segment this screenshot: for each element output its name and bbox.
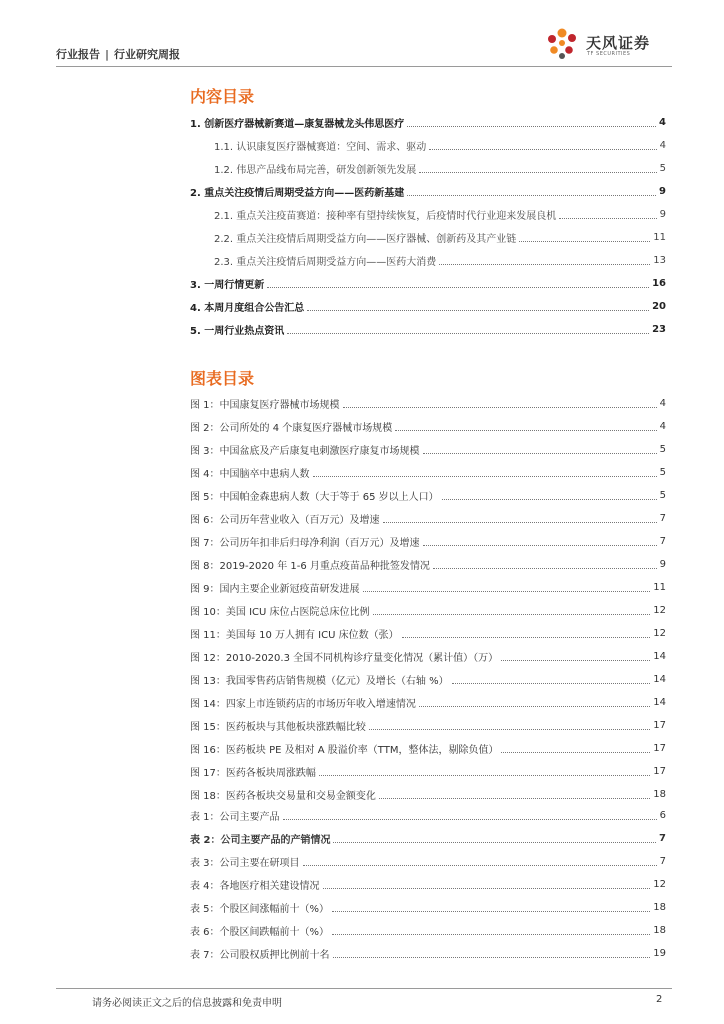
figure-entry-page: 5 <box>659 467 666 478</box>
table-entry-page: 18 <box>653 925 666 936</box>
figure-entry[interactable] <box>190 691 666 714</box>
figure-entry-label: 图 8：2019-2020 年 1-6 月重点疫苗品种批签发情况 <box>190 561 430 572</box>
table-entry[interactable] <box>190 896 666 919</box>
dot-leader <box>333 956 651 958</box>
toc-entry[interactable] <box>190 157 666 180</box>
toc-entry-page: 9 <box>659 186 666 197</box>
figure-entry-label: 图 14：四家上市连锁药店的市场历年收入增速情况 <box>190 699 416 710</box>
figure-entry-page: 14 <box>653 674 666 685</box>
toc-entry[interactable] <box>190 249 666 272</box>
toc-entry[interactable] <box>190 295 666 318</box>
toc-entry[interactable] <box>190 134 666 157</box>
figure-entry[interactable] <box>190 622 666 645</box>
figure-entry-label: 图 18：医药各板块交易量和交易金额变化 <box>190 791 376 802</box>
logo-text-cn: 天风证券 <box>586 34 651 52</box>
toc-entry[interactable] <box>190 180 666 203</box>
toc-entry-label: 2.1. 重点关注疫苗赛道：接种率有望持续恢复，后疫情时代行业迎来发展良机 <box>214 211 557 222</box>
logo-flower-icon <box>542 26 582 62</box>
figure-entry-page: 14 <box>653 697 666 708</box>
toc-entry[interactable] <box>190 226 666 249</box>
figure-entry-page: 9 <box>659 559 666 570</box>
toc-entry[interactable] <box>190 111 666 134</box>
dot-leader <box>402 636 651 638</box>
figure-entry-page: 7 <box>659 536 666 547</box>
dot-leader <box>319 774 650 776</box>
dot-leader <box>267 286 649 288</box>
table-entry-label: 表 3：公司主要在研项目 <box>190 858 300 869</box>
figures-list <box>190 392 666 806</box>
header-separator: | <box>105 48 110 61</box>
table-entry-label: 表 1：公司主要产品 <box>190 812 280 823</box>
dot-leader <box>501 659 650 661</box>
figure-entry[interactable] <box>190 576 666 599</box>
dot-leader <box>419 171 656 173</box>
toc-entry-label: 2.2. 重点关注疫情后周期受益方向——医疗器械、创新药及其产业链 <box>214 234 517 245</box>
dot-leader <box>439 263 650 265</box>
dot-leader <box>373 613 651 615</box>
footer-divider <box>56 988 672 989</box>
dot-leader <box>332 910 650 912</box>
toc-entry-label: 2.3. 重点关注疫情后周期受益方向——医药大消费 <box>214 257 437 268</box>
toc-entry-label: 1. 创新医疗器械新赛道—康复器械龙头伟思医疗 <box>190 119 405 130</box>
figure-entry-label: 图 10：美国 ICU 床位占医院总床位比例 <box>190 607 370 618</box>
figure-entry-label: 图 11：美国每 10 万人拥有 ICU 床位数（张） <box>190 630 399 641</box>
toc-list <box>190 111 666 341</box>
table-entry-page: 7 <box>659 833 666 844</box>
table-entry-page: 19 <box>653 948 666 959</box>
dot-leader <box>423 452 657 454</box>
figure-entry-label: 图 13：我国零售药店销售规模（亿元）及增长（右轴 %） <box>190 676 449 687</box>
toc-entry[interactable] <box>190 203 666 226</box>
dot-leader <box>307 309 649 311</box>
dot-leader <box>519 240 650 242</box>
footer-page-number: 2 <box>656 994 663 1005</box>
figure-entry-page: 12 <box>653 628 666 639</box>
page-header <box>56 24 672 66</box>
figure-entry-label: 图 4：中国脑卒中患病人数 <box>190 469 310 480</box>
toc-entry-label: 4. 本周月度组合公告汇总 <box>190 303 305 314</box>
figure-entry[interactable] <box>190 553 666 576</box>
figures-title: 图表目录 <box>190 369 255 388</box>
figure-entry[interactable] <box>190 438 666 461</box>
tables-list <box>190 804 666 965</box>
dot-leader <box>363 590 651 592</box>
figure-entry-label: 图 6：公司历年营业收入（百万元）及增速 <box>190 515 380 526</box>
figure-entry-page: 11 <box>653 582 666 593</box>
figure-entry[interactable] <box>190 645 666 668</box>
toc-entry-label: 1.2. 伟思产品线布局完善，研发创新领先发展 <box>214 165 417 176</box>
dot-leader <box>323 887 651 889</box>
figure-entry-page: 5 <box>659 490 666 501</box>
dot-leader <box>423 544 657 546</box>
header-report-subtype: 行业研究周报 <box>114 48 181 61</box>
figure-entry-page: 12 <box>653 605 666 616</box>
table-entry[interactable] <box>190 804 666 827</box>
header-divider <box>56 66 672 67</box>
dot-leader <box>313 475 657 477</box>
dot-leader <box>369 728 650 730</box>
dot-leader <box>429 148 656 150</box>
toc-entry-page: 4 <box>659 117 666 128</box>
table-entry[interactable] <box>190 942 666 965</box>
figure-entry[interactable] <box>190 599 666 622</box>
table-entry-label: 表 7：公司股权质押比例前十名 <box>190 950 330 961</box>
figure-entry-label: 图 3：中国盆底及产后康复电刺激医疗康复市场规模 <box>190 446 420 457</box>
dot-leader <box>501 751 650 753</box>
dot-leader <box>333 841 656 843</box>
toc-entry-page: 16 <box>652 278 666 289</box>
toc-entry-label: 2. 重点关注疫情后周期受益方向——医药新基建 <box>190 188 405 199</box>
toc-entry-page: 20 <box>652 301 666 312</box>
figure-entry[interactable] <box>190 530 666 553</box>
table-entry-page: 12 <box>653 879 666 890</box>
figure-entry-label: 图 1：中国康复医疗器械市场规模 <box>190 400 340 411</box>
table-entry[interactable] <box>190 919 666 942</box>
footer-disclaimer: 请务必阅读正文之后的信息披露和免责申明 <box>92 998 282 1009</box>
dot-leader <box>283 818 657 820</box>
toc-entry-page: 13 <box>653 255 666 266</box>
figure-entry-label: 图 7：公司历年扣非后归母净利润（百万元）及增速 <box>190 538 420 549</box>
figure-entry-label: 图 16：医药板块 PE 及相对 A 股溢价率（TTM，整体法，剔除负值） <box>190 745 499 756</box>
figure-entry[interactable] <box>190 484 666 507</box>
figure-entry-page: 17 <box>653 720 666 731</box>
table-entry-label: 表 6：个股区间跌幅前十（%） <box>190 927 330 938</box>
figure-entry-page: 17 <box>653 743 666 754</box>
dot-leader <box>407 194 656 196</box>
dot-leader <box>383 521 657 523</box>
header-breadcrumb <box>56 46 180 62</box>
toc-entry-page: 11 <box>653 232 666 243</box>
dot-leader <box>332 933 650 935</box>
dot-leader <box>452 682 651 684</box>
figure-entry-page: 4 <box>659 421 666 432</box>
dot-leader <box>287 332 649 334</box>
dot-leader <box>559 217 656 219</box>
toc-entry-label: 1.1. 认识康复医疗器械赛道：空间、需求、驱动 <box>214 142 427 153</box>
figure-entry-label: 图 2：公司所处的 4 个康复医疗器械市场规模 <box>190 423 393 434</box>
table-entry-page: 6 <box>659 810 666 821</box>
figure-entry[interactable] <box>190 668 666 691</box>
figure-entry[interactable] <box>190 760 666 783</box>
toc-entry-page: 23 <box>652 324 666 335</box>
figure-entry[interactable] <box>190 507 666 530</box>
toc-entry[interactable] <box>190 318 666 341</box>
table-entry[interactable] <box>190 827 666 850</box>
table-entry-label: 表 5：个股区间涨幅前十（%） <box>190 904 330 915</box>
figure-entry[interactable] <box>190 392 666 415</box>
dot-leader <box>419 705 650 707</box>
table-entry[interactable] <box>190 850 666 873</box>
figure-entry-page: 4 <box>659 398 666 409</box>
header-report-type: 行业报告 <box>56 48 100 61</box>
toc-entry[interactable] <box>190 272 666 295</box>
table-entry-label: 表 4：各地医疗相关建设情况 <box>190 881 320 892</box>
table-entry-page: 7 <box>659 856 666 867</box>
dot-leader <box>379 797 650 799</box>
figure-entry[interactable] <box>190 714 666 737</box>
dot-leader <box>442 498 657 500</box>
figure-entry-label: 图 12：2010-2020.3 全国不同机构诊疗量变化情况（累计值）（万） <box>190 653 499 664</box>
toc-entry-page: 4 <box>659 140 666 151</box>
figure-entry-label: 图 5：中国帕金森患病人数（大于等于 65 岁以上人口） <box>190 492 439 503</box>
dot-leader <box>395 429 656 431</box>
toc-entry-label: 5. 一周行业热点资讯 <box>190 326 285 337</box>
toc-title: 内容目录 <box>190 87 255 106</box>
toc-entry-page: 9 <box>659 209 666 220</box>
figure-entry[interactable] <box>190 783 666 806</box>
table-entry-page: 18 <box>653 902 666 913</box>
logo-text-en: TF SECURITIES <box>587 51 631 57</box>
figure-entry-page: 5 <box>659 444 666 455</box>
table-entry[interactable] <box>190 873 666 896</box>
dot-leader <box>343 406 657 408</box>
figure-entry-label: 图 9：国内主要企业新冠疫苗研发进展 <box>190 584 360 595</box>
toc-entry-label: 3. 一周行情更新 <box>190 280 265 291</box>
dot-leader <box>433 567 657 569</box>
figure-entry[interactable] <box>190 737 666 760</box>
figure-entry-label: 图 17：医药各板块周涨跌幅 <box>190 768 316 779</box>
company-logo <box>542 24 672 64</box>
figure-entry[interactable] <box>190 461 666 484</box>
figure-entry-page: 14 <box>653 651 666 662</box>
figure-entry-page: 17 <box>653 766 666 777</box>
table-entry-label: 表 2：公司主要产品的产销情况 <box>190 835 331 846</box>
figure-entry-label: 图 15：医药板块与其他板块涨跌幅比较 <box>190 722 366 733</box>
dot-leader <box>407 125 656 127</box>
figure-entry[interactable] <box>190 415 666 438</box>
figure-entry-page: 18 <box>653 789 666 800</box>
toc-entry-page: 5 <box>659 163 666 174</box>
figure-entry-page: 7 <box>659 513 666 524</box>
dot-leader <box>303 864 657 866</box>
